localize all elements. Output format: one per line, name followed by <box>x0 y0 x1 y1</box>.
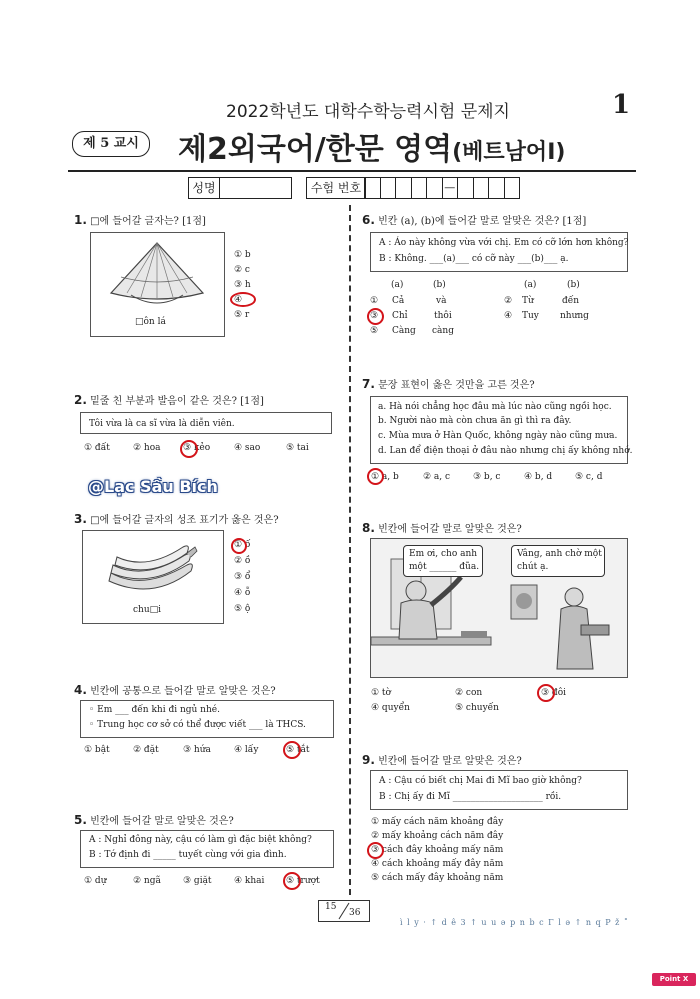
option-a: Từ <box>522 296 534 306</box>
question-number: 4. <box>74 683 87 697</box>
q3-caption: chu□i <box>133 605 162 615</box>
option-number: ⑤ <box>370 326 379 336</box>
question-prompt: 빈칸 (a), (b)에 들어갈 말로 알맞은 것은? [1점] <box>378 216 587 227</box>
exam-title: 2022학년도 대학수학능력시험 문제지 <box>226 102 510 122</box>
question-prompt: 빈칸에 들어갈 말로 알맞은 것은? <box>378 524 522 535</box>
question-number: 9. <box>362 753 375 767</box>
q7-sentence-box <box>370 396 633 464</box>
answer-circle <box>283 872 301 890</box>
q6-col-b-header: (b) <box>433 280 446 290</box>
question-9 <box>362 752 522 767</box>
question-prompt: 밑줄 친 부분과 발음이 같은 것은? [1점] <box>90 396 264 407</box>
question-number: 8. <box>362 521 375 535</box>
q9-option-4[interactable]: ④ cách khoảng mấy đây năm <box>371 859 504 869</box>
question-7 <box>362 376 535 391</box>
question-8 <box>362 520 522 535</box>
question-2 <box>74 392 264 407</box>
speech-bubble-waitress <box>511 545 605 577</box>
name-label: 성명 <box>188 177 220 199</box>
q1-picture-box <box>90 232 225 337</box>
q5-line-1: A : Nghỉ đông này, cậu có làm gì đặc biệt không? <box>89 835 312 845</box>
q1-option-2[interactable]: ② c <box>234 265 250 275</box>
answer-circle <box>231 538 247 554</box>
q6-line-2: B : Không. ___(a)___ có cỡ này ___(b)___ ạ. <box>379 254 569 264</box>
q4-option-1[interactable]: ① bật <box>84 745 110 755</box>
q6-option-2[interactable] <box>504 296 580 306</box>
answer-circle <box>367 842 384 859</box>
question-prompt: □에 들어갈 글자의 성조 표기가 옳은 것은? <box>90 515 279 526</box>
option-a: Chỉ <box>392 311 408 321</box>
q8-option-5[interactable]: ⑤ chuyến <box>455 703 499 713</box>
conical-hat-illustration <box>91 233 224 313</box>
question-5 <box>74 812 234 827</box>
q3-option-4[interactable]: ④ ỗ <box>234 588 251 598</box>
q4-line-2: ◦ Trung học cơ sở có thể được viết ___ là THCS. <box>89 720 306 730</box>
option-number: ① <box>370 296 379 306</box>
answer-circle <box>230 292 256 307</box>
question-prompt: 빈칸에 들어갈 말로 알맞은 것은? <box>378 756 522 767</box>
q9-line-2: B : Chị ấy đi Mĩ ____________________ rồi. <box>379 792 562 802</box>
option-number: ② <box>504 296 513 306</box>
q3-option-2[interactable]: ② ồ <box>234 556 251 566</box>
q6-col-a-header-2: (a) <box>524 280 537 290</box>
q6-dialog-box <box>370 232 628 272</box>
q6-option-1[interactable] <box>370 296 447 306</box>
q7-line-a: a. Hà nói chẳng học đâu mà lúc nào cũng ngồi học. <box>378 402 612 412</box>
q2-sentence-box: Tôi vừa là ca sĩ vừa là diễn viên. <box>80 412 332 434</box>
header-rule <box>68 170 636 172</box>
question-3 <box>74 511 279 526</box>
q1-option-1[interactable]: ① b <box>234 250 251 260</box>
q2-option-3[interactable]: ③ kẻo <box>183 443 211 453</box>
subject-title-main: 제2외국어/한문 영역 <box>178 132 453 167</box>
q7-option-5[interactable]: ⑤ c, d <box>575 472 603 482</box>
q9-option-1[interactable]: ① mấy cách năm khoảng đây <box>371 817 504 827</box>
name-field[interactable] <box>219 177 292 199</box>
q4-option-2[interactable]: ② đặt <box>133 745 159 755</box>
q5-option-4[interactable]: ④ khai <box>234 876 265 886</box>
answer-circle <box>367 308 384 325</box>
q2-option-5[interactable]: ⑤ tai <box>286 443 309 453</box>
banana-illustration <box>83 531 223 601</box>
page-current: 15 <box>325 902 337 912</box>
option-b: và <box>436 296 447 306</box>
page-total: 36 <box>349 908 361 918</box>
answer-circle <box>367 468 384 485</box>
footer-note: ì l y · ↑ d ê 3 ↑ u u ə p n b c Γ l ə ↑ n q P ž ˚ <box>400 918 629 927</box>
option-b: nhưng <box>560 311 589 321</box>
bubble-line-1: Em ơi, cho anh <box>409 549 478 559</box>
q1-caption: □ôn lá <box>135 317 166 327</box>
exam-number-dash: — <box>443 178 459 198</box>
q4-option-5[interactable]: ⑤ tắt <box>286 745 310 755</box>
subject-title-sub: (베트남어Ⅰ) <box>452 140 566 165</box>
exam-number-field[interactable] <box>364 177 520 199</box>
answer-circle <box>180 440 198 458</box>
option-a: Tuy <box>522 311 539 321</box>
q7-line-d: d. Lan để điện thoại ở đâu nào nhưng chị ấy không nhớ. <box>378 446 633 456</box>
subject-title <box>178 124 565 168</box>
watermark-text: @Lạc Sầu Bích <box>88 477 218 496</box>
question-4 <box>74 682 276 697</box>
question-number: 6. <box>362 213 375 227</box>
q2-option-4[interactable]: ④ sao <box>234 443 261 453</box>
q5-option-1[interactable]: ① dự <box>84 876 107 886</box>
question-prompt: 빈칸에 공통으로 들어갈 말로 알맞은 것은? <box>90 686 276 697</box>
option-a: Cả <box>392 296 405 306</box>
exam-number-label: 수험 번호 <box>306 177 366 199</box>
app-stamp: Point X Lite <box>652 973 696 986</box>
q3-option-5[interactable]: ⑤ ộ <box>234 604 251 614</box>
bubble-line-2: chút ạ. <box>517 562 549 572</box>
question-prompt: □에 들어갈 글자는? [1점] <box>90 216 206 227</box>
q4-line-1: ◦ Em ___ đến khi đi ngủ nhé. <box>89 705 220 715</box>
q4-option-3[interactable]: ③ hứa <box>183 745 211 755</box>
q3-option-1[interactable]: ① ố <box>234 540 251 550</box>
q9-dialog-box <box>370 770 628 810</box>
q4-sentence-box <box>80 700 334 738</box>
q1-option-4[interactable]: ④ <box>234 295 243 305</box>
q8-restaurant-illustration <box>370 538 628 678</box>
q3-picture-box <box>82 530 224 624</box>
question-number: 3. <box>74 512 87 526</box>
q9-option-2[interactable]: ② mấy khoảng cách năm đây <box>371 831 504 841</box>
q7-option-4[interactable]: ④ b, d <box>524 472 553 482</box>
q5-option-2[interactable]: ② ngã <box>133 876 161 886</box>
q9-option-5[interactable]: ⑤ cách mấy đây khoảng năm <box>371 873 504 883</box>
option-number: ③ <box>370 311 379 321</box>
q6-option-4[interactable] <box>504 311 589 321</box>
question-prompt: 문장 표현이 옳은 것만을 고른 것은? <box>378 380 535 391</box>
question-number: 5. <box>74 813 87 827</box>
q6-col-a-header: (a) <box>391 280 404 290</box>
option-b: càng <box>432 326 454 336</box>
option-a: Càng <box>392 326 416 336</box>
question-number: 1. <box>74 213 87 227</box>
q8-option-3[interactable]: ③ đôi <box>541 688 566 698</box>
answer-circle <box>283 741 301 759</box>
q4-option-4[interactable]: ④ lấy <box>234 745 259 755</box>
q2-option-1[interactable]: ① đất <box>84 443 110 453</box>
question-prompt: 빈칸에 들어갈 말로 알맞은 것은? <box>90 816 234 827</box>
q5-option-5[interactable]: ⑤ trượt <box>286 876 320 886</box>
q6-option-5[interactable] <box>370 326 454 336</box>
q1-option-3[interactable]: ③ h <box>234 280 251 290</box>
q5-dialog-box <box>80 830 334 868</box>
q7-option-2[interactable]: ② a, c <box>423 472 451 482</box>
column-divider <box>349 205 351 895</box>
option-b: đến <box>562 296 580 306</box>
answer-circle <box>537 684 555 702</box>
q7-line-c: c. Mùa mưa ở Hàn Quốc, không ngày nào cũng mưa. <box>378 431 618 441</box>
speech-bubble-customer <box>403 545 483 577</box>
q6-line-1: A : Áo này không vừa với chị. Em có cỡ lớn hơn không? <box>379 238 629 248</box>
q9-option-3[interactable]: ③ cách đây khoảng mấy năm <box>371 845 504 855</box>
session-badge: 제 5 교시 <box>72 131 150 157</box>
bubble-line-1: Vâng, anh chờ một <box>517 549 602 559</box>
q7-option-3[interactable]: ③ b, c <box>473 472 501 482</box>
question-number: 7. <box>362 377 375 391</box>
bubble-line-2: một ______ đũa. <box>409 562 480 572</box>
page-number: 1 <box>612 90 631 120</box>
q7-line-b: b. Người nào mà còn chưa ăn gì thì ra đây. <box>378 416 572 426</box>
q2-option-2[interactable]: ② hoa <box>133 443 161 453</box>
q6-col-b-header-2: (b) <box>567 280 580 290</box>
page-counter <box>318 900 370 922</box>
q8-option-4[interactable]: ④ quyển <box>371 703 410 713</box>
q1-option-5[interactable]: ⑤ r <box>234 310 250 320</box>
q8-option-2[interactable]: ② con <box>455 688 483 698</box>
q7-option-1[interactable]: ① a, b <box>371 472 399 482</box>
q3-option-3[interactable]: ③ ổ <box>234 572 251 582</box>
option-b: thôi <box>434 311 452 321</box>
q5-line-2: B : Tớ định đi _____ tuyết cùng với gia đình. <box>89 850 287 860</box>
question-1 <box>74 212 206 227</box>
q8-option-1[interactable]: ① tờ <box>371 688 391 698</box>
question-6 <box>362 212 586 227</box>
q9-line-1: A : Cậu có biết chị Mai đi Mĩ bao giờ không? <box>379 776 582 786</box>
option-number: ④ <box>504 311 513 321</box>
q5-option-3[interactable]: ③ giặt <box>183 876 212 886</box>
question-number: 2. <box>74 393 87 407</box>
